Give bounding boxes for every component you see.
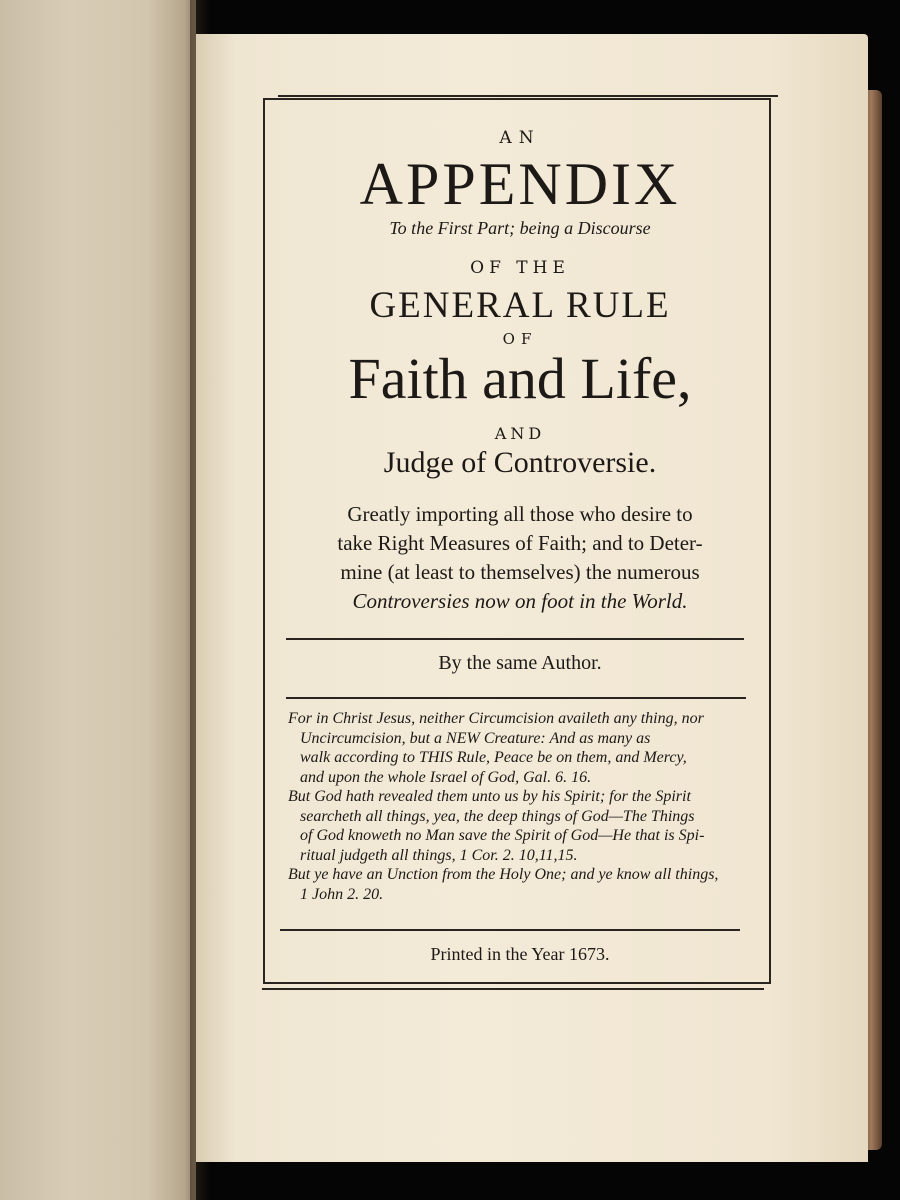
epigraph xyxy=(288,709,758,904)
frame-top-rule xyxy=(278,95,778,97)
epigraph-line: But God hath revealed them unto us by his Spirit; for the Spirit xyxy=(288,788,691,805)
title-appendix: APPENDIX xyxy=(359,151,681,217)
title-of: OF xyxy=(502,330,538,348)
description-paragraph xyxy=(285,500,755,616)
title-judge-of-controversie: Judge of Controversie. xyxy=(383,446,657,479)
rule-below-byline xyxy=(286,697,746,699)
byline: By the same Author. xyxy=(438,652,602,674)
description-line: Controversies now on foot in the World. xyxy=(352,589,688,613)
rule-above-imprint xyxy=(280,929,740,931)
subtitle: To the First Part; being a Discourse xyxy=(389,218,651,238)
epigraph-line: searcheth all things, yea, the deep things of God—The Things xyxy=(300,807,695,825)
title-faith-and-life: Faith and Life, xyxy=(348,346,692,411)
rule-above-byline xyxy=(286,638,744,640)
epigraph-line: But ye have an Unction from the Holy One; and ye know all things, xyxy=(288,866,719,883)
description-line: Greatly importing all those who desire to xyxy=(347,502,693,526)
epigraph-line: and upon the whole Israel of God, Gal. 6. 16. xyxy=(300,768,592,786)
left-page xyxy=(0,0,196,1200)
epigraph-line: of God knoweth no Man save the Spirit of God—He that is Spi- xyxy=(300,827,705,844)
description-line: mine (at least to themselves) the numerous xyxy=(340,560,700,584)
title-of-the: OF THE xyxy=(470,258,570,278)
title-and: AND xyxy=(494,424,546,443)
epigraph-line: 1 John 2. 20. xyxy=(300,885,384,903)
epigraph-line: For in Christ Jesus, neither Circumcision availeth any thing, nor xyxy=(288,710,704,727)
epigraph-line: walk according to THIS Rule, Peace be on them, and Mercy, xyxy=(300,749,687,766)
imprint: Printed in the Year 1673. xyxy=(430,944,610,964)
title-general-rule: GENERAL RULE xyxy=(369,285,671,326)
epigraph-line: Uncircumcision, but a NEW Creature: And as many as xyxy=(300,729,651,747)
title-an: AN xyxy=(499,128,541,148)
epigraph-line: ritual judgeth all things, 1 Cor. 2. 10,11,15. xyxy=(300,846,578,864)
description-line: take Right Measures of Faith; and to Deter- xyxy=(337,531,703,555)
frame-bottom-rule xyxy=(262,988,764,990)
